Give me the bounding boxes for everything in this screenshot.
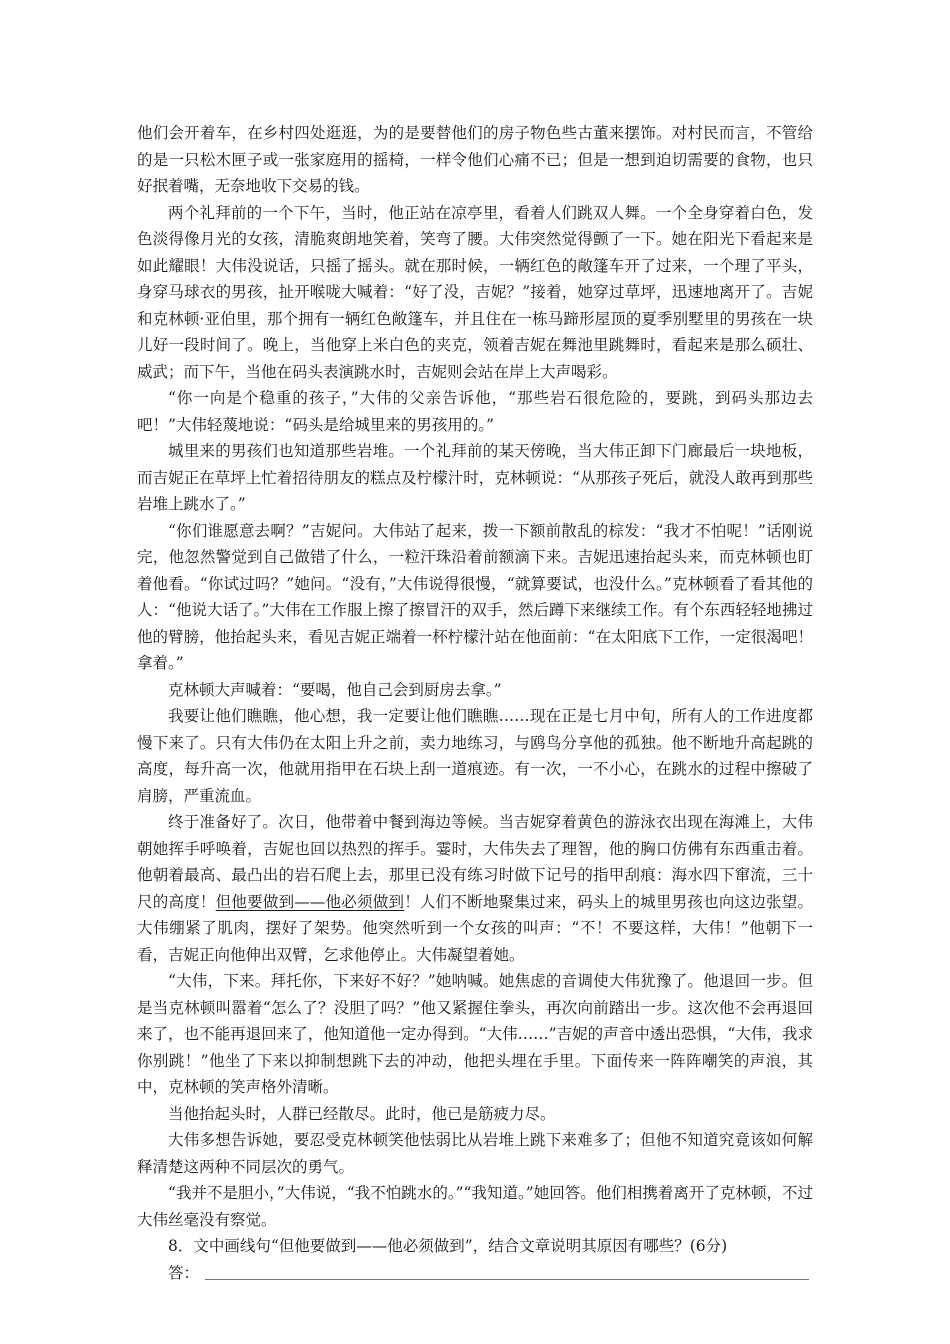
paragraph-7: 我要让他们瞧瞧，他心想，我一定要让他们瞧瞧……现在正是七月中旬，所有人的工作进度都慢下来了。只有大伟仍在太阳上升之前，卖力地练习，与鸥鸟分享他的孤独。他不断地升高起跳的高度，每升高一次，他就用指甲在石块上刮一道痕迹。有一次，一不小心，在跳水的过程中擦破了肩膀，严重流血。 <box>137 707 813 805</box>
paragraph-1: 他们会开着车，在乡村四处逛逛，为的是要替他们的房子物色些古董来摆饰。对村民而言，不管给的是一只松木匣子或一张家庭用的摇椅，一样令他们心痛不已；但是一想到迫切需要的食物，也只好抿着嘴，无奈地收下交易的钱。 <box>137 124 813 195</box>
paragraph-5: “你们谁愿意去啊？”吉妮问。大伟站了起来，拨一下额前散乱的棕发：“我才不怕呢！”话刚说完，他忽然警觉到自己做错了什么，一粒汗珠沿着前额滴下来。吉妮迅速抬起头来，而克林顿也盯着他看。“你试过吗？”她问。“没有，”大伟说得很慢，“就算要试，也没什么。”克林顿看了看其他的人：“他说大话了。”大伟在工作服上擦了擦冒汗的双手，然后蹲下来继续工作。有个东西轻轻地拂过他的臂膀，他抬起头来，看见吉妮正端着一杯柠檬汁站在他面前：“在太阳底下工作，一定很渴吧！拿着。” <box>137 521 813 672</box>
paragraph-8 <box>137 809 813 968</box>
answer-area[interactable] <box>137 1260 813 1287</box>
paragraph-9: “大伟，下来。拜托你，下来好不好？”她呐喊。她焦虑的音调使大伟犹豫了。他退回一步。但是当克林顿叫嚣着“怎么了？没胆了吗？”他又紧握住拳头，再次向前踏出一步。这次他不会再退回来了，也不能再退回来了，他知道他一定办得到。“大伟……”吉妮的声音中透出恐惧，“大伟，我求你别跳！”他坐了下来以抑制想跳下去的冲动，他把头埋在手里。下面传来一阵阵嘲笑的声浪，其中，克林顿的笑声格外清晰。 <box>137 972 813 1096</box>
answer-underline[interactable] <box>205 1261 809 1280</box>
paragraph-3: “你一向是个稳重的孩子，”大伟的父亲告诉他，“那些岩石很危险的，要跳，到码头那边去吧！”大伟轻蔑地说：“码头是给城里来的男孩用的。” <box>137 389 813 434</box>
paragraph-12: “我并不是胆小，”大伟说，“我不怕跳水的。”“我知道。”她回答。他们相携着离开了克林顿，不过大伟丝毫没有察觉。 <box>137 1184 813 1229</box>
paragraph-8-before: 终于准备好了。次日，他带着中餐到海边等候。当吉妮穿着黄色的游泳衣出现在海滩上，大伟朝她挥手呼唤着，吉妮也回以热烈的挥手。霎时，大伟失去了理智，他的胸口仿佛有东西重击着。他朝着最高、最凸出的岩石爬上去，那里已没有练习时做下记号的指甲刮痕：海水四下窜流，三十尺的高度！ <box>137 813 813 911</box>
paragraph-4: 城里来的男孩们也知道那些岩堆。一个礼拜前的某天傍晚，当大伟正卸下门廊最后一块地板，而吉妮正在草坪上忙着招待朋友的糕点及柠檬汁时，克林顿说：“从那孩子死后，就没人敢再到那些岩堆上跳水了。” <box>137 442 813 513</box>
document-page <box>137 120 813 1286</box>
paragraph-10: 当他抬起头时，人群已经散尽。此时，他已是筋疲力尽。 <box>168 1104 556 1123</box>
paragraph-11: 大伟多想告诉她，要忍受克林顿笑他怯弱比从岩堆上跳下来难多了；但他不知道究竟该如何解释清楚这两种不同层次的勇气。 <box>137 1131 813 1176</box>
paragraph-2: 两个礼拜前的一个下午，当时，他正站在凉亭里，看着人们跳双人舞。一个全身穿着白色，发色淡得像月光的女孩，清脆爽朗地笑着，笑弯了腰。大伟突然觉得颤了一下。她在阳光下看起来是如此耀眼！大伟没说话，只摇了摇头。就在那时候，一辆红色的敞篷车开了过来，一个理了平头，身穿马球衣的男孩，扯开喉咙大喊着：“好了没，吉妮？”接着，她穿过草坪，迅速地离开了。吉妮和克林顿·亚伯里，那个拥有一辆红色敞篷车，并且住在一栋马蹄形屋顶的夏季别墅里的男孩在一块儿好一段时间了。晚上，当他穿上米白色的夹克，领着吉妮在舞池里跳舞时，看起来是那么硕壮、威武；而下午，当他在码头表演跳水时，吉妮则会站在岸上大声喝彩。 <box>137 203 813 381</box>
answer-label: 答： <box>168 1263 200 1282</box>
paragraph-6: 克林顿大声喊着：“要喝，他自己会到厨房去拿。” <box>168 680 502 699</box>
underlined-sentence: 但他要做到——他必须做到 <box>215 892 405 911</box>
question-8: 8．文中画线句“但他要做到——他必须做到”，结合文章说明其原因有哪些？(6分) <box>168 1237 728 1255</box>
paragraph-8-after: ！人们不断地聚集过来，码头上的城里男孩也向这边张望。大伟绷紧了肌肉，摆好了架势。他突然听到一个女孩的叫声：“不！不要这样，大伟！”他朝下一看，吉妮正向他伸出双臂，乞求他停止。大伟凝望着她。 <box>137 892 813 964</box>
